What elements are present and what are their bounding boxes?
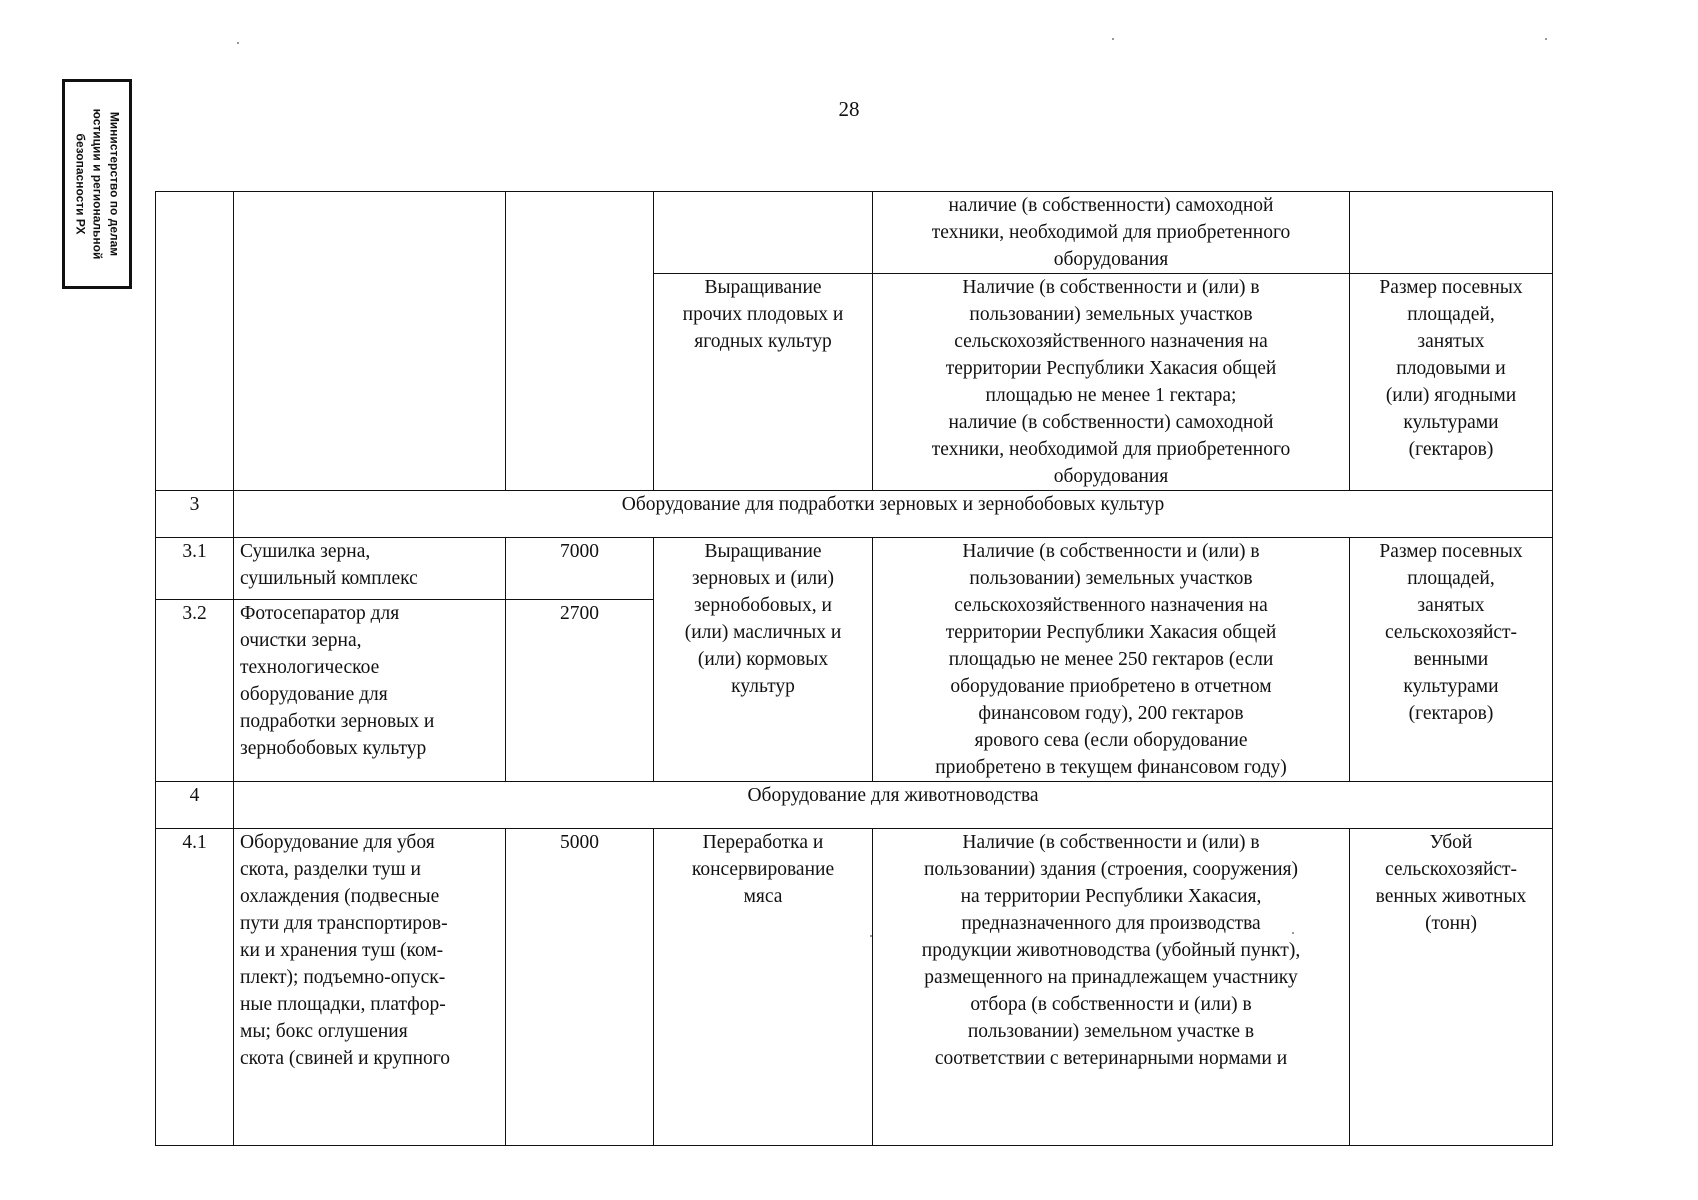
price-cell: 5000 bbox=[506, 829, 654, 1146]
text-line: зернобобовых культур bbox=[240, 737, 427, 759]
text-line: сельскохозяйственного назначения на bbox=[954, 331, 1268, 352]
text-line: территории Республики Хакасия общей bbox=[945, 358, 1277, 379]
text-line: зернобобовых, и bbox=[694, 595, 832, 616]
number-cell bbox=[156, 192, 234, 491]
text-line: (гектаров) bbox=[1408, 703, 1494, 724]
text-line: скота, разделки туш и bbox=[240, 859, 421, 880]
text-line: занятых bbox=[1417, 595, 1485, 616]
text-line: Наличие (в собственности и (или) в bbox=[962, 541, 1260, 562]
text-line: Оборудование для убоя bbox=[240, 832, 435, 853]
text-line: Фотосепаратор для bbox=[240, 602, 400, 624]
text-line: ярового сева (если оборудование bbox=[974, 730, 1248, 751]
text-line: территории Республики Хакасия общей bbox=[945, 622, 1277, 643]
name-cell bbox=[234, 829, 506, 1146]
text-line: (или) кормовых bbox=[697, 649, 829, 670]
text-line: финансовом году), 200 гектаров bbox=[978, 703, 1244, 724]
requirement-cell bbox=[873, 192, 1350, 274]
text-line: мы; бокс оглушения bbox=[240, 1021, 408, 1042]
text-line: Переработка и bbox=[702, 832, 824, 853]
text-line: сушильный комплекс bbox=[240, 568, 418, 589]
text-line: венными bbox=[1413, 649, 1489, 670]
text-line: техники, необходимой для приобретенного bbox=[931, 222, 1291, 243]
text-line: прочих плодовых и bbox=[682, 304, 844, 325]
text-line: продукции животноводства (убойный пункт), bbox=[921, 940, 1301, 961]
text-line: отбора (в собственности и (или) в bbox=[970, 994, 1252, 1015]
activity-cell bbox=[654, 829, 873, 1146]
name-cell bbox=[234, 599, 506, 781]
text-line: плодовыми и bbox=[1396, 358, 1506, 379]
text-line: культур bbox=[731, 676, 795, 697]
text-line: Размер посевных bbox=[1379, 277, 1523, 298]
price-cell: 2700 bbox=[506, 599, 654, 781]
text-line: площадей, bbox=[1407, 304, 1495, 325]
text-line: оборудование приобретено в отчетном bbox=[950, 676, 1272, 697]
text-line: Наличие (в собственности и (или) в bbox=[962, 277, 1260, 298]
text-line: сельскохозяйственного назначения на bbox=[954, 595, 1268, 616]
text-line: ные площадки, платфор- bbox=[240, 994, 446, 1015]
text-line: Сушилка зерна, bbox=[240, 541, 371, 562]
price-cell: 7000 bbox=[506, 538, 654, 600]
text-line: Размер посевных bbox=[1379, 541, 1523, 562]
indicator-cell bbox=[1350, 274, 1553, 491]
text-line: очистки зерна, bbox=[240, 629, 362, 651]
requirement-cell bbox=[873, 538, 1350, 782]
text-line: размещенного на принадлежащем участнику bbox=[924, 967, 1298, 988]
name-cell bbox=[234, 192, 506, 491]
text-line: на территории Республики Хакасия, bbox=[960, 886, 1262, 907]
text-line: зерновых и (или) bbox=[691, 568, 835, 589]
section-row bbox=[156, 491, 1553, 538]
section-title: Оборудование для подработки зерновых и зернобобовых культур bbox=[234, 491, 1553, 538]
text-line: (или) масличных и bbox=[684, 622, 842, 643]
text-line: (тонн) bbox=[1425, 913, 1477, 934]
text-line: культурами bbox=[1403, 412, 1499, 433]
stamp-line: юстиции и региональной bbox=[90, 108, 105, 260]
text-line: пользовании) земельном участке в bbox=[967, 1021, 1255, 1042]
text-line: приобретено в текущем финансовом году) bbox=[935, 757, 1287, 778]
number-cell: 3.2 bbox=[156, 599, 234, 781]
table-row bbox=[156, 192, 1553, 274]
text-line: занятых bbox=[1417, 331, 1485, 352]
table-row bbox=[156, 538, 1553, 600]
text-line: Наличие (в собственности и (или) в bbox=[962, 832, 1260, 853]
requirement-cell bbox=[873, 274, 1350, 491]
section-number: 3 bbox=[156, 491, 234, 538]
text-line: техники, необходимой для приобретенного bbox=[931, 439, 1291, 460]
text-line: венных животных bbox=[1375, 886, 1527, 907]
text-line: наличие (в собственности) самоходной bbox=[948, 195, 1274, 216]
indicator-cell bbox=[1350, 829, 1553, 1146]
activity-cell bbox=[654, 192, 873, 274]
table-row bbox=[156, 829, 1553, 1146]
requirement-cell bbox=[873, 829, 1350, 1146]
text-line: оборудования bbox=[1053, 466, 1169, 487]
text-line: оборудования bbox=[1053, 249, 1169, 270]
text-line: культурами bbox=[1403, 676, 1499, 697]
text-line: плект); подъемно-опуск- bbox=[240, 967, 446, 988]
number-cell: 3.1 bbox=[156, 538, 234, 600]
text-line: площадей, bbox=[1407, 568, 1495, 589]
scan-speck bbox=[237, 42, 239, 44]
text-line: консервирование bbox=[691, 859, 835, 880]
text-line: ки и хранения туш (ком- bbox=[240, 940, 444, 961]
text-line: сельскохозяйст- bbox=[1384, 859, 1518, 880]
indicator-cell bbox=[1350, 192, 1553, 274]
text-line: пути для транспортиров- bbox=[240, 913, 448, 934]
text-line: (гектаров) bbox=[1408, 439, 1494, 460]
text-line: Выращивание bbox=[704, 541, 822, 562]
equipment-table bbox=[155, 191, 1553, 1146]
text-line: сельскохозяйст- bbox=[1384, 622, 1518, 643]
text-line: подработки зерновых и bbox=[240, 710, 435, 732]
text-line: соответствии с ветеринарными нормами и bbox=[934, 1048, 1288, 1069]
number-cell: 4.1 bbox=[156, 829, 234, 1146]
text-line: наличие (в собственности) самоходной bbox=[948, 412, 1274, 433]
text-line: площадью не менее 250 гектаров (если bbox=[948, 649, 1274, 670]
text-line: Выращивание bbox=[704, 277, 822, 298]
section-number: 4 bbox=[156, 782, 234, 829]
section-row bbox=[156, 782, 1553, 829]
text-line: (или) ягодными bbox=[1385, 385, 1517, 406]
stamp-line: Министерство по делам bbox=[107, 111, 122, 257]
text-line: предназначенного для производства bbox=[961, 913, 1261, 934]
section-title: Оборудование для животноводства bbox=[234, 782, 1553, 829]
text-line: технологическое bbox=[240, 656, 380, 678]
name-cell bbox=[234, 538, 506, 600]
text-line: Убой bbox=[1429, 832, 1473, 853]
scan-speck bbox=[1545, 38, 1547, 40]
activity-cell bbox=[654, 538, 873, 782]
activity-cell bbox=[654, 274, 873, 491]
text-line: оборудование для bbox=[240, 683, 388, 705]
price-cell bbox=[506, 192, 654, 491]
stamp-line: безопасности РХ bbox=[73, 133, 88, 235]
text-line: скота (свиней и крупного bbox=[240, 1048, 451, 1069]
indicator-cell bbox=[1350, 538, 1553, 782]
text-line: пользовании) здания (строения, сооружения) bbox=[923, 859, 1299, 880]
text-line: пользовании) земельных участков bbox=[969, 568, 1253, 589]
text-line: мяса bbox=[743, 886, 783, 907]
text-line: площадью не менее 1 гектара; bbox=[985, 385, 1237, 406]
scan-speck bbox=[1112, 38, 1114, 40]
page-number: 28 bbox=[838, 97, 860, 121]
text-line: ягодных культур bbox=[694, 331, 832, 352]
text-line: охлаждения (подвесные bbox=[240, 886, 440, 907]
text-line: пользовании) земельных участков bbox=[969, 304, 1253, 325]
